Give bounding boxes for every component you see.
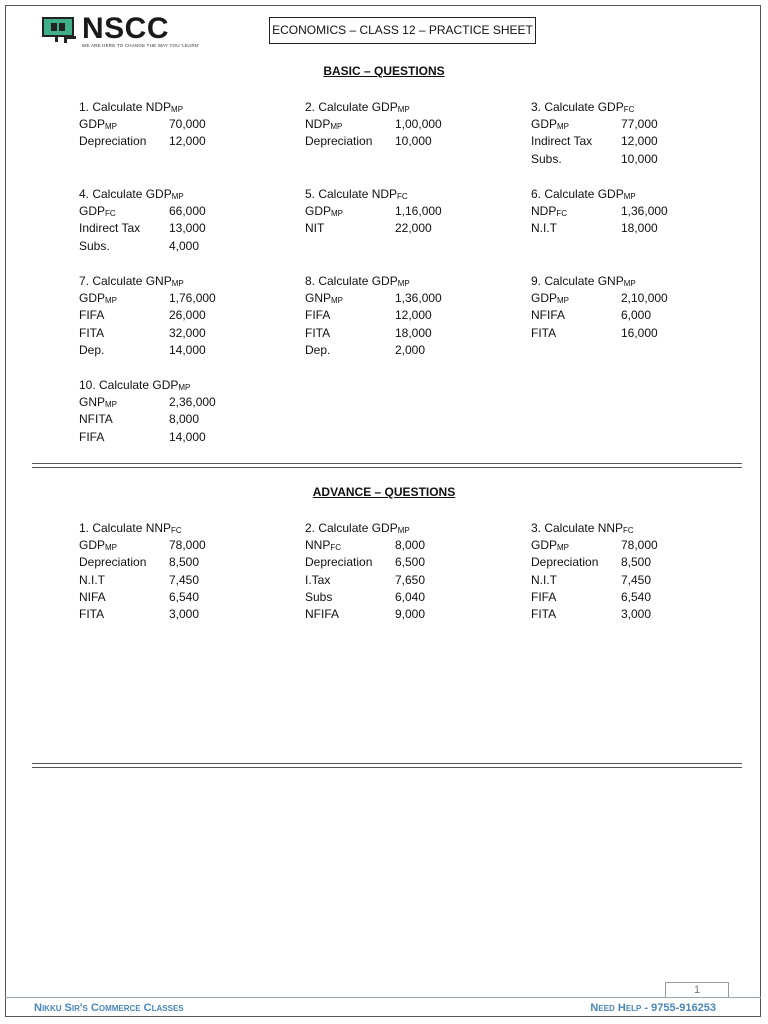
row-label-text: GDP bbox=[531, 291, 558, 305]
question-row bbox=[305, 554, 505, 571]
question-title bbox=[79, 186, 279, 203]
row-value: 18,000 bbox=[395, 325, 432, 340]
row-label bbox=[305, 606, 395, 623]
row-value: 1,00,000 bbox=[395, 117, 442, 131]
question-row bbox=[531, 325, 731, 342]
question-row bbox=[531, 606, 731, 623]
question-row bbox=[79, 203, 279, 220]
row-label-text: FIFA bbox=[305, 308, 331, 323]
question-row bbox=[305, 307, 505, 324]
question-subscript: MP bbox=[623, 279, 636, 288]
question-row bbox=[531, 220, 731, 237]
question-prefix: 9. Calculate GNP bbox=[531, 274, 624, 288]
row-label bbox=[531, 133, 621, 150]
row-value: 16,000 bbox=[621, 325, 658, 340]
question-row bbox=[531, 572, 731, 589]
row-value: 8,500 bbox=[621, 555, 652, 570]
row-label bbox=[531, 537, 621, 555]
question-prefix: 4. Calculate GDP bbox=[79, 187, 172, 201]
page-number: 1 bbox=[665, 982, 729, 998]
row-label-text: Subs bbox=[305, 589, 333, 604]
question-row bbox=[79, 589, 279, 606]
row-label bbox=[305, 589, 395, 606]
row-label bbox=[79, 220, 169, 237]
row-label-subscript: MP bbox=[557, 122, 570, 131]
question-prefix: 1. Calculate NDP bbox=[79, 100, 172, 114]
row-label bbox=[531, 589, 621, 606]
question-row bbox=[305, 589, 505, 606]
question-row bbox=[305, 220, 505, 237]
row-label-text: N.I.T bbox=[531, 221, 557, 236]
question-title bbox=[531, 186, 731, 203]
question-block bbox=[305, 273, 505, 359]
row-label bbox=[305, 116, 395, 134]
row-label bbox=[79, 203, 169, 221]
row-label-text: NDP bbox=[531, 204, 557, 218]
row-value: 32,000 bbox=[169, 325, 206, 340]
footer-line bbox=[5, 997, 761, 998]
question-prefix: 1. Calculate NNP bbox=[79, 521, 172, 535]
logo-tagline: WE ARE HERE TO CHANGE THE WAY YOU 'LEARN' bbox=[82, 43, 200, 48]
row-label-text: Subs. bbox=[531, 151, 562, 166]
row-value: 13,000 bbox=[169, 221, 206, 236]
footer-brand: Nikku Sir's Commerce Classes bbox=[34, 1002, 184, 1014]
question-subscript: FC bbox=[397, 192, 408, 201]
question-row bbox=[79, 537, 279, 554]
row-label bbox=[531, 572, 621, 589]
question-subscript: MP bbox=[171, 192, 184, 201]
row-value: 78,000 bbox=[621, 538, 658, 552]
question-row bbox=[79, 238, 279, 255]
row-label-subscript: MP bbox=[105, 543, 118, 552]
row-label bbox=[305, 203, 395, 221]
row-label-subscript: MP bbox=[557, 543, 570, 552]
row-label bbox=[79, 411, 169, 428]
question-title bbox=[305, 520, 505, 537]
footer-helpline: Need Help - 9755-916253 bbox=[590, 1002, 716, 1014]
row-label-text: NFIFA bbox=[531, 308, 566, 323]
row-value: 8,500 bbox=[169, 555, 200, 570]
question-block bbox=[79, 377, 279, 446]
question-row bbox=[79, 606, 279, 623]
question-block bbox=[79, 99, 279, 151]
question-row bbox=[79, 342, 279, 359]
row-label-text: GDP bbox=[531, 117, 558, 131]
section-divider bbox=[32, 463, 742, 468]
question-prefix: 7. Calculate GNP bbox=[79, 274, 172, 288]
row-value: 3,000 bbox=[621, 607, 652, 622]
row-label-subscript: MP bbox=[331, 296, 344, 305]
row-label-text: NFITA bbox=[79, 412, 113, 427]
question-row bbox=[79, 290, 279, 307]
question-block bbox=[305, 99, 505, 151]
row-label bbox=[531, 307, 621, 324]
question-row bbox=[79, 394, 279, 411]
question-block bbox=[531, 99, 731, 168]
row-value: 12,000 bbox=[169, 134, 206, 149]
question-title bbox=[79, 99, 279, 116]
row-label-text: FIFA bbox=[531, 589, 557, 604]
row-label-text: GDP bbox=[79, 204, 106, 218]
question-row bbox=[531, 589, 731, 606]
question-title bbox=[79, 520, 279, 537]
logo bbox=[42, 12, 200, 50]
question-row bbox=[79, 411, 279, 428]
row-label-text: NIT bbox=[305, 221, 325, 236]
question-row bbox=[531, 307, 731, 324]
question-prefix: 10. Calculate GDP bbox=[79, 378, 179, 392]
question-row bbox=[305, 342, 505, 359]
question-row bbox=[531, 116, 731, 133]
row-label-subscript: FC bbox=[105, 209, 116, 218]
row-value: 6,000 bbox=[621, 308, 652, 323]
question-block bbox=[531, 273, 731, 342]
row-label-text: GDP bbox=[79, 538, 106, 552]
row-label bbox=[305, 290, 395, 308]
row-value: 8,000 bbox=[395, 538, 426, 552]
row-value: 1,76,000 bbox=[169, 291, 216, 305]
row-label bbox=[79, 572, 169, 589]
row-label bbox=[79, 342, 169, 359]
question-prefix: 8. Calculate GDP bbox=[305, 274, 398, 288]
row-label bbox=[79, 429, 169, 446]
question-block bbox=[79, 273, 279, 359]
question-prefix: 3. Calculate NNP bbox=[531, 521, 624, 535]
row-label-text: Indirect Tax bbox=[79, 221, 141, 236]
row-value: 26,000 bbox=[169, 308, 206, 323]
question-row bbox=[79, 554, 279, 571]
question-block bbox=[79, 520, 279, 623]
row-label-text: NIFA bbox=[79, 589, 106, 604]
row-value: 1,36,000 bbox=[621, 204, 668, 218]
advance-heading: ADVANCE – QUESTIONS bbox=[312, 485, 456, 499]
row-label-text: FIFA bbox=[79, 308, 105, 323]
row-value: 7,650 bbox=[395, 572, 426, 587]
row-label bbox=[531, 325, 621, 342]
row-value: 6,540 bbox=[169, 589, 200, 604]
row-label bbox=[531, 203, 621, 221]
question-title bbox=[305, 186, 505, 203]
row-label bbox=[305, 325, 395, 342]
question-prefix: 2. Calculate GDP bbox=[305, 100, 398, 114]
question-title bbox=[305, 99, 505, 116]
row-value: 18,000 bbox=[621, 221, 658, 236]
row-label-text: FITA bbox=[531, 607, 557, 622]
question-subscript: MP bbox=[397, 526, 410, 535]
row-label-text: Depreciation bbox=[79, 555, 147, 570]
question-subscript: FC bbox=[171, 526, 182, 535]
question-prefix: 2. Calculate GDP bbox=[305, 521, 398, 535]
question-row bbox=[531, 133, 731, 150]
row-label-subscript: MP bbox=[330, 122, 343, 131]
row-label-text: Dep. bbox=[305, 342, 331, 357]
row-label bbox=[531, 554, 621, 571]
row-label bbox=[305, 307, 395, 324]
row-value: 14,000 bbox=[169, 429, 206, 444]
row-label-text: NNP bbox=[305, 538, 331, 552]
bottom-divider bbox=[32, 763, 742, 768]
question-row bbox=[305, 290, 505, 307]
row-label-text: FITA bbox=[531, 325, 557, 340]
row-label bbox=[79, 606, 169, 623]
question-title bbox=[79, 273, 279, 290]
question-subscript: MP bbox=[171, 279, 184, 288]
row-value: 66,000 bbox=[169, 204, 206, 218]
question-row bbox=[305, 572, 505, 589]
row-label-text: GDP bbox=[79, 117, 106, 131]
row-label-text: NDP bbox=[305, 117, 331, 131]
row-value: 2,36,000 bbox=[169, 395, 216, 409]
question-block bbox=[531, 186, 731, 238]
row-value: 2,10,000 bbox=[621, 291, 668, 305]
question-block bbox=[79, 186, 279, 255]
question-title bbox=[305, 273, 505, 290]
question-row bbox=[531, 537, 731, 554]
row-label bbox=[305, 133, 395, 150]
row-label-text: N.I.T bbox=[79, 572, 105, 587]
question-row bbox=[531, 151, 731, 168]
row-value: 3,000 bbox=[169, 607, 200, 622]
row-label-text: GDP bbox=[305, 204, 332, 218]
row-value: 10,000 bbox=[621, 151, 658, 166]
row-label-subscript: MP bbox=[557, 296, 570, 305]
row-label-text: GDP bbox=[79, 291, 106, 305]
row-label-subscript: FC bbox=[330, 543, 342, 552]
question-row bbox=[79, 429, 279, 446]
row-label bbox=[79, 554, 169, 571]
question-row bbox=[79, 307, 279, 324]
question-row bbox=[305, 537, 505, 554]
row-label bbox=[305, 342, 395, 359]
question-block bbox=[531, 520, 731, 623]
row-label bbox=[531, 606, 621, 623]
question-row bbox=[79, 116, 279, 133]
row-label bbox=[79, 325, 169, 342]
row-label-subscript: MP bbox=[331, 209, 344, 218]
question-row bbox=[305, 606, 505, 623]
board-logo-icon bbox=[42, 17, 78, 43]
row-label bbox=[531, 290, 621, 308]
row-label-text: Depreciation bbox=[305, 134, 373, 149]
question-subscript: MP bbox=[623, 192, 636, 201]
question-row bbox=[79, 572, 279, 589]
row-label bbox=[79, 394, 169, 412]
row-value: 14,000 bbox=[169, 342, 206, 357]
row-value: 12,000 bbox=[621, 134, 658, 149]
question-row bbox=[305, 116, 505, 133]
row-value: 77,000 bbox=[621, 117, 658, 131]
row-label-text: FITA bbox=[79, 607, 105, 622]
question-row bbox=[79, 133, 279, 150]
row-label-text: Subs. bbox=[79, 238, 110, 253]
row-value: 2,000 bbox=[395, 342, 426, 357]
row-label-subscript: MP bbox=[105, 296, 118, 305]
question-row bbox=[79, 325, 279, 342]
row-label-text: FITA bbox=[79, 325, 105, 340]
row-label-text: N.I.T bbox=[531, 572, 557, 587]
row-value: 6,040 bbox=[395, 589, 426, 604]
row-label-text: FITA bbox=[305, 325, 331, 340]
question-subscript: FC bbox=[623, 526, 634, 535]
row-value: 9,000 bbox=[395, 607, 426, 622]
row-label-subscript: MP bbox=[105, 400, 118, 409]
question-row bbox=[531, 554, 731, 571]
row-label-text: NFIFA bbox=[305, 607, 340, 622]
question-subscript: FC bbox=[623, 105, 635, 114]
question-prefix: 3. Calculate GDP bbox=[531, 100, 624, 114]
row-label-text: Indirect Tax bbox=[531, 134, 593, 149]
question-row bbox=[79, 220, 279, 237]
row-label bbox=[305, 537, 395, 555]
question-row bbox=[531, 203, 731, 220]
row-label bbox=[531, 151, 621, 168]
question-prefix: 6. Calculate GDP bbox=[531, 187, 624, 201]
row-label-text: GNP bbox=[305, 291, 332, 305]
question-prefix: 5. Calculate NDP bbox=[305, 187, 398, 201]
row-label-text: Depreciation bbox=[305, 555, 373, 570]
row-label bbox=[79, 133, 169, 150]
question-title bbox=[531, 273, 731, 290]
question-block bbox=[305, 186, 505, 238]
row-label bbox=[79, 307, 169, 324]
row-label-text: GNP bbox=[79, 395, 106, 409]
question-subscript: MP bbox=[171, 105, 184, 114]
sheet-title: ECONOMICS – CLASS 12 – PRACTICE SHEET bbox=[269, 17, 536, 44]
row-label-text: GDP bbox=[531, 538, 558, 552]
row-label-text: Depreciation bbox=[531, 555, 599, 570]
row-label bbox=[305, 554, 395, 571]
row-label bbox=[79, 290, 169, 308]
question-row bbox=[305, 325, 505, 342]
question-row bbox=[531, 290, 731, 307]
row-value: 10,000 bbox=[395, 134, 432, 149]
question-row bbox=[305, 133, 505, 150]
question-subscript: MP bbox=[397, 105, 410, 114]
question-row bbox=[305, 203, 505, 220]
question-subscript: MP bbox=[397, 279, 410, 288]
row-label bbox=[531, 116, 621, 134]
row-value: 7,450 bbox=[169, 572, 200, 587]
row-value: 12,000 bbox=[395, 308, 432, 323]
row-label-text: FIFA bbox=[79, 429, 105, 444]
row-value: 22,000 bbox=[395, 221, 432, 236]
row-label bbox=[305, 220, 395, 237]
question-title bbox=[531, 99, 731, 116]
row-value: 78,000 bbox=[169, 538, 206, 552]
row-label bbox=[531, 220, 621, 237]
row-value: 4,000 bbox=[169, 238, 200, 253]
row-value: 70,000 bbox=[169, 117, 206, 131]
row-label bbox=[79, 537, 169, 555]
row-label bbox=[79, 238, 169, 255]
row-value: 1,16,000 bbox=[395, 204, 442, 218]
row-value: 6,540 bbox=[621, 589, 652, 604]
row-label bbox=[79, 589, 169, 606]
question-title bbox=[531, 520, 731, 537]
basic-heading: BASIC – QUESTIONS bbox=[323, 64, 445, 78]
row-label-text: I.Tax bbox=[305, 572, 331, 587]
logo-text: NSCC bbox=[82, 12, 170, 45]
question-block bbox=[305, 520, 505, 623]
row-label-subscript: FC bbox=[556, 209, 568, 218]
question-subscript: MP bbox=[178, 383, 191, 392]
row-label bbox=[79, 116, 169, 134]
row-label bbox=[305, 572, 395, 589]
row-value: 8,000 bbox=[169, 412, 200, 427]
row-value: 6,500 bbox=[395, 555, 426, 570]
row-label-subscript: MP bbox=[105, 122, 118, 131]
row-label-text: Depreciation bbox=[79, 134, 147, 149]
row-value: 7,450 bbox=[621, 572, 652, 587]
question-title bbox=[79, 377, 279, 394]
row-label-text: Dep. bbox=[79, 342, 105, 357]
row-value: 1,36,000 bbox=[395, 291, 442, 305]
